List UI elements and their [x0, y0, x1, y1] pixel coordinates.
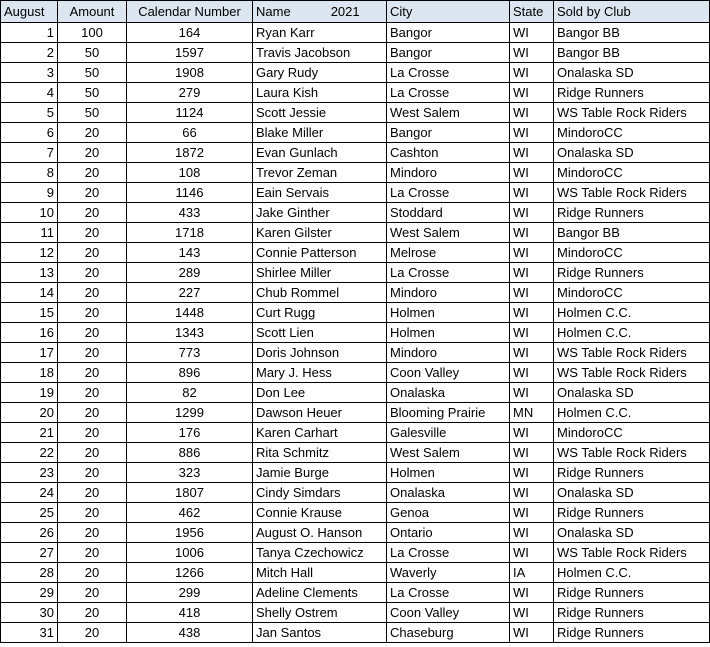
cell-amount: 20	[58, 183, 127, 203]
cell-city: Bangor	[387, 123, 510, 143]
cell-sold-by-club: MindoroCC	[554, 243, 710, 263]
cell-state: WI	[510, 543, 554, 563]
cell-sold-by-club: Ridge Runners	[554, 623, 710, 643]
cell-amount: 20	[58, 543, 127, 563]
table-row	[1, 343, 710, 363]
cell-state: MN	[510, 403, 554, 423]
cell-august: 24	[1, 483, 58, 503]
cell-amount: 20	[58, 363, 127, 383]
cell-calendar-number: 1343	[127, 323, 253, 343]
cell-amount: 20	[58, 503, 127, 523]
table-row	[1, 203, 710, 223]
cell-august: 13	[1, 263, 58, 283]
cell-city: Mindoro	[387, 283, 510, 303]
cell-name: Mary J. Hess	[253, 363, 387, 383]
cell-state: WI	[510, 83, 554, 103]
cell-sold-by-club: Ridge Runners	[554, 583, 710, 603]
cell-august: 23	[1, 463, 58, 483]
cell-state: WI	[510, 23, 554, 43]
cell-state: WI	[510, 583, 554, 603]
cell-calendar-number: 1006	[127, 543, 253, 563]
cell-name: Adeline Clements	[253, 583, 387, 603]
cell-amount: 20	[58, 403, 127, 423]
table-row	[1, 323, 710, 343]
cell-amount: 50	[58, 43, 127, 63]
cell-city: Melrose	[387, 243, 510, 263]
cell-amount: 50	[58, 63, 127, 83]
cell-sold-by-club: Onalaska SD	[554, 523, 710, 543]
cell-name: Dawson Heuer	[253, 403, 387, 423]
cell-name: Cindy Simdars	[253, 483, 387, 503]
cell-calendar-number: 462	[127, 503, 253, 523]
cell-sold-by-club: WS Table Rock Riders	[554, 183, 710, 203]
cell-name: Karen Carhart	[253, 423, 387, 443]
cell-august: 2	[1, 43, 58, 63]
header-sold-by-club: Sold by Club	[554, 1, 710, 23]
cell-amount: 20	[58, 383, 127, 403]
cell-august: 16	[1, 323, 58, 343]
cell-amount: 20	[58, 343, 127, 363]
cell-state: WI	[510, 623, 554, 643]
table-row	[1, 363, 710, 383]
cell-calendar-number: 1956	[127, 523, 253, 543]
table-row	[1, 563, 710, 583]
cell-sold-by-club: MindoroCC	[554, 283, 710, 303]
table-row	[1, 503, 710, 523]
cell-state: WI	[510, 183, 554, 203]
cell-state: WI	[510, 383, 554, 403]
cell-city: Onalaska	[387, 483, 510, 503]
cell-calendar-number: 886	[127, 443, 253, 463]
cell-calendar-number: 299	[127, 583, 253, 603]
cell-calendar-number: 438	[127, 623, 253, 643]
table-row	[1, 523, 710, 543]
cell-city: Onalaska	[387, 383, 510, 403]
cell-amount: 20	[58, 583, 127, 603]
cell-state: WI	[510, 603, 554, 623]
cell-state: WI	[510, 123, 554, 143]
cell-state: WI	[510, 103, 554, 123]
table-row	[1, 423, 710, 443]
cell-calendar-number: 433	[127, 203, 253, 223]
cell-name: Don Lee	[253, 383, 387, 403]
table-row	[1, 283, 710, 303]
cell-amount: 20	[58, 263, 127, 283]
table-row	[1, 383, 710, 403]
cell-calendar-number: 1872	[127, 143, 253, 163]
cell-state: WI	[510, 463, 554, 483]
cell-name: Evan Gunlach	[253, 143, 387, 163]
cell-calendar-number: 1124	[127, 103, 253, 123]
cell-city: La Crosse	[387, 83, 510, 103]
cell-amount: 20	[58, 323, 127, 343]
cell-state: WI	[510, 363, 554, 383]
cell-name: August O. Hanson	[253, 523, 387, 543]
table-row	[1, 583, 710, 603]
cell-city: Ontario	[387, 523, 510, 543]
cell-calendar-number: 773	[127, 343, 253, 363]
cell-august: 14	[1, 283, 58, 303]
cell-amount: 20	[58, 483, 127, 503]
cell-name: Travis Jacobson	[253, 43, 387, 63]
cell-calendar-number: 164	[127, 23, 253, 43]
cell-calendar-number: 418	[127, 603, 253, 623]
cell-sold-by-club: WS Table Rock Riders	[554, 443, 710, 463]
table-row	[1, 623, 710, 643]
cell-august: 9	[1, 183, 58, 203]
table-row	[1, 43, 710, 63]
header-august: August	[1, 1, 58, 23]
cell-state: WI	[510, 203, 554, 223]
cell-august: 28	[1, 563, 58, 583]
cell-august: 11	[1, 223, 58, 243]
cell-sold-by-club: Bangor BB	[554, 43, 710, 63]
cell-amount: 20	[58, 123, 127, 143]
cell-name: Jake Ginther	[253, 203, 387, 223]
cell-amount: 20	[58, 143, 127, 163]
cell-amount: 20	[58, 423, 127, 443]
header-state: State	[510, 1, 554, 23]
cell-state: WI	[510, 143, 554, 163]
table-row	[1, 403, 710, 423]
cell-amount: 20	[58, 623, 127, 643]
cell-sold-by-club: Onalaska SD	[554, 63, 710, 83]
cell-state: WI	[510, 323, 554, 343]
cell-sold-by-club: Holmen C.C.	[554, 403, 710, 423]
cell-calendar-number: 82	[127, 383, 253, 403]
cell-august: 21	[1, 423, 58, 443]
cell-amount: 20	[58, 223, 127, 243]
cell-august: 10	[1, 203, 58, 223]
cell-calendar-number: 227	[127, 283, 253, 303]
header-name-year	[253, 1, 387, 23]
cell-city: West Salem	[387, 443, 510, 463]
cell-amount: 50	[58, 103, 127, 123]
cell-august: 1	[1, 23, 58, 43]
cell-name: Rita Schmitz	[253, 443, 387, 463]
cell-state: WI	[510, 283, 554, 303]
cell-august: 7	[1, 143, 58, 163]
cell-calendar-number: 323	[127, 463, 253, 483]
cell-city: Coon Valley	[387, 603, 510, 623]
cell-name: Connie Krause	[253, 503, 387, 523]
cell-amount: 20	[58, 283, 127, 303]
cell-sold-by-club: Holmen C.C.	[554, 563, 710, 583]
cell-calendar-number: 1448	[127, 303, 253, 323]
cell-city: Cashton	[387, 143, 510, 163]
cell-august: 22	[1, 443, 58, 463]
cell-name: Shirlee Miller	[253, 263, 387, 283]
cell-state: WI	[510, 223, 554, 243]
cell-sold-by-club: Ridge Runners	[554, 263, 710, 283]
cell-name: Mitch Hall	[253, 563, 387, 583]
cell-city: Stoddard	[387, 203, 510, 223]
table-row	[1, 263, 710, 283]
table-row	[1, 83, 710, 103]
cell-august: 6	[1, 123, 58, 143]
cell-state: WI	[510, 483, 554, 503]
cell-amount: 20	[58, 523, 127, 543]
cell-amount: 20	[58, 243, 127, 263]
table-row	[1, 183, 710, 203]
cell-august: 15	[1, 303, 58, 323]
cell-sold-by-club: Holmen C.C.	[554, 323, 710, 343]
table-row	[1, 483, 710, 503]
cell-city: Bangor	[387, 23, 510, 43]
cell-calendar-number: 289	[127, 263, 253, 283]
cell-sold-by-club: WS Table Rock Riders	[554, 543, 710, 563]
cell-sold-by-club: Ridge Runners	[554, 603, 710, 623]
table-row	[1, 603, 710, 623]
cell-city: La Crosse	[387, 63, 510, 83]
cell-state: WI	[510, 443, 554, 463]
cell-state: WI	[510, 163, 554, 183]
cell-name: Karen Gilster	[253, 223, 387, 243]
cell-august: 18	[1, 363, 58, 383]
cell-city: West Salem	[387, 223, 510, 243]
table-row	[1, 463, 710, 483]
cell-amount: 50	[58, 83, 127, 103]
table-row	[1, 123, 710, 143]
cell-amount: 20	[58, 163, 127, 183]
cell-state: WI	[510, 303, 554, 323]
cell-name: Tanya Czechowicz	[253, 543, 387, 563]
cell-sold-by-club: Onalaska SD	[554, 483, 710, 503]
cell-amount: 20	[58, 603, 127, 623]
table-row	[1, 23, 710, 43]
cell-amount: 20	[58, 563, 127, 583]
cell-name: Jan Santos	[253, 623, 387, 643]
cell-sold-by-club: Ridge Runners	[554, 463, 710, 483]
cell-august: 19	[1, 383, 58, 403]
cell-august: 25	[1, 503, 58, 523]
cell-calendar-number: 1146	[127, 183, 253, 203]
cell-august: 3	[1, 63, 58, 83]
cell-city: La Crosse	[387, 183, 510, 203]
cell-calendar-number: 1266	[127, 563, 253, 583]
cell-name: Eain Servais	[253, 183, 387, 203]
header-city: City	[387, 1, 510, 23]
cell-august: 31	[1, 623, 58, 643]
cell-sold-by-club: Holmen C.C.	[554, 303, 710, 323]
cell-sold-by-club: WS Table Rock Riders	[554, 343, 710, 363]
cell-city: Galesville	[387, 423, 510, 443]
cell-sold-by-club: Bangor BB	[554, 223, 710, 243]
cell-state: WI	[510, 63, 554, 83]
cell-calendar-number: 1807	[127, 483, 253, 503]
cell-city: Holmen	[387, 463, 510, 483]
cell-august: 26	[1, 523, 58, 543]
cell-state: WI	[510, 343, 554, 363]
table-row	[1, 143, 710, 163]
table-row	[1, 103, 710, 123]
cell-calendar-number: 1718	[127, 223, 253, 243]
cell-amount: 100	[58, 23, 127, 43]
cell-name: Ryan Karr	[253, 23, 387, 43]
header-name: Name	[256, 4, 291, 19]
cell-name: Scott Jessie	[253, 103, 387, 123]
cell-august: 27	[1, 543, 58, 563]
cell-city: La Crosse	[387, 543, 510, 563]
table-row	[1, 223, 710, 243]
table-row	[1, 163, 710, 183]
cell-state: WI	[510, 243, 554, 263]
table-row	[1, 63, 710, 83]
cell-city: La Crosse	[387, 583, 510, 603]
cell-city: West Salem	[387, 103, 510, 123]
table-row	[1, 303, 710, 323]
cell-state: WI	[510, 263, 554, 283]
cell-calendar-number: 176	[127, 423, 253, 443]
cell-city: Holmen	[387, 303, 510, 323]
header-year: 2021	[330, 4, 360, 19]
cell-state: WI	[510, 503, 554, 523]
cell-city: La Crosse	[387, 263, 510, 283]
header-amount: Amount	[58, 1, 127, 23]
cell-august: 17	[1, 343, 58, 363]
cell-sold-by-club: WS Table Rock Riders	[554, 363, 710, 383]
cell-sold-by-club: Ridge Runners	[554, 503, 710, 523]
cell-city: Genoa	[387, 503, 510, 523]
cell-city: Mindoro	[387, 343, 510, 363]
cell-city: Chaseburg	[387, 623, 510, 643]
cell-state: WI	[510, 423, 554, 443]
header-calendar-number: Calendar Number	[127, 1, 253, 23]
cell-city: Blooming Prairie	[387, 403, 510, 423]
cell-sold-by-club: Onalaska SD	[554, 143, 710, 163]
cell-sold-by-club: Ridge Runners	[554, 203, 710, 223]
cell-name: Chub Rommel	[253, 283, 387, 303]
cell-august: 30	[1, 603, 58, 623]
cell-city: Holmen	[387, 323, 510, 343]
cell-amount: 20	[58, 443, 127, 463]
table-row	[1, 443, 710, 463]
cell-amount: 20	[58, 203, 127, 223]
cell-august: 29	[1, 583, 58, 603]
cell-august: 12	[1, 243, 58, 263]
cell-city: Coon Valley	[387, 363, 510, 383]
header-row	[1, 1, 710, 23]
cell-name: Doris Johnson	[253, 343, 387, 363]
cell-amount: 20	[58, 303, 127, 323]
cell-name: Gary Rudy	[253, 63, 387, 83]
cell-sold-by-club: Ridge Runners	[554, 83, 710, 103]
cell-august: 4	[1, 83, 58, 103]
cell-state: IA	[510, 563, 554, 583]
cell-name: Connie Patterson	[253, 243, 387, 263]
cell-sold-by-club: MindoroCC	[554, 123, 710, 143]
cell-august: 8	[1, 163, 58, 183]
cell-amount: 20	[58, 463, 127, 483]
cell-name: Blake Miller	[253, 123, 387, 143]
table-row	[1, 543, 710, 563]
cell-name: Curt Rugg	[253, 303, 387, 323]
cell-calendar-number: 66	[127, 123, 253, 143]
cell-city: Waverly	[387, 563, 510, 583]
table-body	[1, 23, 710, 643]
cell-calendar-number: 1908	[127, 63, 253, 83]
cell-august: 20	[1, 403, 58, 423]
cell-sold-by-club: MindoroCC	[554, 423, 710, 443]
cell-calendar-number: 143	[127, 243, 253, 263]
cell-name: Laura Kish	[253, 83, 387, 103]
cell-calendar-number: 1597	[127, 43, 253, 63]
cell-name: Jamie Burge	[253, 463, 387, 483]
cell-sold-by-club: MindoroCC	[554, 163, 710, 183]
cell-name: Shelly Ostrem	[253, 603, 387, 623]
cell-city: Bangor	[387, 43, 510, 63]
cell-sold-by-club: Onalaska SD	[554, 383, 710, 403]
cell-calendar-number: 1299	[127, 403, 253, 423]
cell-august: 5	[1, 103, 58, 123]
cell-sold-by-club: Bangor BB	[554, 23, 710, 43]
cell-state: WI	[510, 523, 554, 543]
cell-calendar-number: 896	[127, 363, 253, 383]
table-row	[1, 243, 710, 263]
cell-state: WI	[510, 43, 554, 63]
cell-name: Trevor Zeman	[253, 163, 387, 183]
cell-city: Mindoro	[387, 163, 510, 183]
cell-sold-by-club: WS Table Rock Riders	[554, 103, 710, 123]
cell-calendar-number: 279	[127, 83, 253, 103]
cell-name: Scott Lien	[253, 323, 387, 343]
cell-calendar-number: 108	[127, 163, 253, 183]
